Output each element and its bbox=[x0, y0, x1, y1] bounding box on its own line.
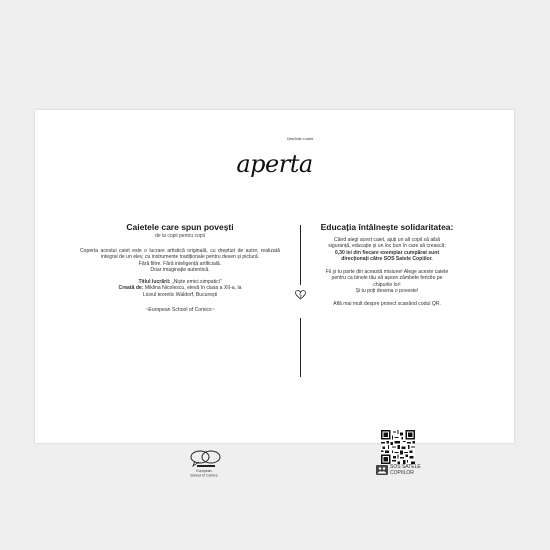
no-filters-line: Fără filtre. Fără inteligență artificială. bbox=[138, 260, 222, 267]
p2-line: chipurile lor! bbox=[373, 281, 401, 288]
p1-line: Când alegi acest caiet, ajuți un alt copil să aibă bbox=[334, 237, 440, 243]
left-title: Caietele care spun povești bbox=[126, 222, 234, 232]
brand-name: aperta bbox=[236, 150, 313, 178]
logo-line1: European bbox=[196, 469, 212, 473]
created-label: Creată de: bbox=[118, 285, 144, 292]
left-column bbox=[80, 222, 280, 313]
right-paragraph-3: Află mai mult despre proiect scanând codul QR. bbox=[333, 301, 441, 308]
right-column bbox=[283, 222, 491, 308]
p1-bold-line: 0,30 lei din fiecare exemplar cumpărat sunt bbox=[334, 249, 440, 256]
notebook-back-cover bbox=[35, 110, 514, 478]
brand-logo bbox=[35, 150, 514, 178]
brand-tagline: Deschide o carte bbox=[287, 137, 314, 141]
qr-code[interactable] bbox=[381, 430, 415, 464]
sos-line1: SOS SATELE bbox=[390, 464, 421, 470]
authentic-line: Doar imaginație autentică. bbox=[150, 266, 210, 273]
p2-line: Fii și tu parte din această misiune! Alege aceste caiete bbox=[325, 269, 449, 276]
sos-logo-text bbox=[390, 465, 421, 476]
sos-line2: COPIILOR bbox=[390, 469, 414, 476]
left-paragraph: Coperta acestui caiet este o lucrare artistică originală, cu drepturi de autor, realizată integral de un elev, cu instrumente tradiționale pentru desen și pictură. bbox=[80, 248, 280, 261]
logo-line2: School of Comics bbox=[190, 473, 218, 478]
signature: ~European School of Comics~ bbox=[145, 307, 215, 314]
p1-line: siguranță, educație și un loc bun în care să crească: bbox=[328, 243, 446, 250]
work-label: Titlul lucrării: bbox=[138, 279, 171, 286]
sos-satele-copiilor-logo-icon bbox=[376, 465, 388, 475]
p2-line: pentru ca binele tău să așeze zâmbete fericite pe bbox=[331, 275, 443, 282]
left-subtitle: de la copii pentru copii bbox=[155, 233, 205, 239]
p1-bold-line: direcționați către SOS Satele Copiilor. bbox=[341, 255, 433, 262]
right-paragraph-1 bbox=[283, 237, 491, 262]
speech-bubble-logo-icon bbox=[187, 448, 229, 482]
right-paragraph-2 bbox=[283, 269, 491, 294]
created-by: Miklina Nicolescu, elevă în clasa a XII-a, la bbox=[144, 285, 242, 292]
european-school-of-comics-logo bbox=[187, 448, 229, 482]
work-title: „Niște emici simpatici” bbox=[172, 279, 222, 286]
p2-line: Și tu poți desena o poveste! bbox=[355, 288, 419, 295]
right-title: Educația întâlnește solidaritatea: bbox=[320, 222, 454, 232]
column-divider-bottom bbox=[300, 318, 301, 377]
school-line: Liceul teoretic Waldorf, București bbox=[142, 291, 218, 298]
